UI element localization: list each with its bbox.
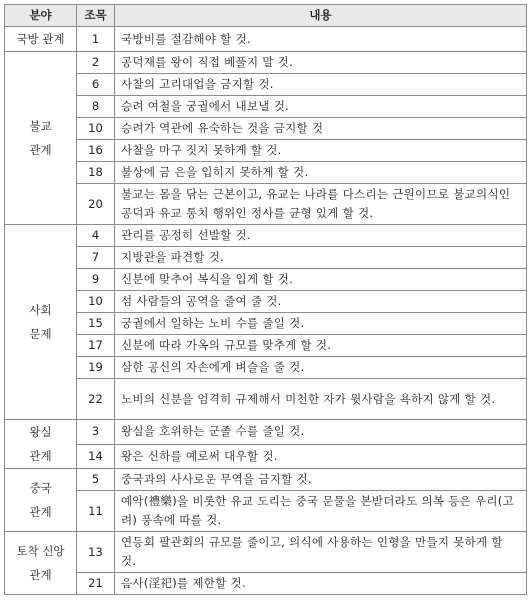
table-row [5, 469, 527, 491]
article-content: 승려가 역관에 유숙하는 것을 금지할 것 [115, 118, 527, 140]
header-content: 내용 [115, 5, 527, 27]
category-label: 토착 신앙 [16, 544, 65, 558]
article-number: 9 [77, 269, 115, 291]
article-content: 국방비를 절감해야 할 것. [115, 27, 527, 52]
table-row [5, 52, 527, 74]
article-content: 관리를 공정히 선발할 것. [115, 225, 527, 247]
table-row [5, 118, 527, 140]
article-content: 왕은 신하를 예로써 대우할 것. [115, 444, 527, 469]
table-row [5, 420, 527, 445]
article-content: 연등회 팔관회의 규모를 줄이고, 의식에 사용하는 인형을 만들지 못하게 할 것. [115, 532, 527, 573]
category-cell [5, 27, 77, 52]
article-number: 17 [77, 335, 115, 357]
article-number: 1 [77, 27, 115, 52]
article-content: 공덕재를 왕이 직접 베풀지 말 것. [115, 52, 527, 74]
table-row [5, 313, 527, 335]
article-number: 3 [77, 420, 115, 445]
table-row [5, 357, 527, 379]
table-row [5, 184, 527, 225]
category-cell [5, 225, 77, 420]
article-number: 19 [77, 357, 115, 379]
table-row [5, 247, 527, 269]
policy-table-container [4, 4, 526, 595]
category-label: 관계 [29, 568, 52, 582]
policy-table [4, 4, 527, 595]
category-label: 국방 관계 [16, 32, 65, 46]
article-number: 7 [77, 247, 115, 269]
table-row [5, 225, 527, 247]
article-content: 삼한 공신의 자손에게 벼슬을 줄 것. [115, 357, 527, 379]
table-row [5, 491, 527, 532]
table-row [5, 140, 527, 162]
table-row [5, 335, 527, 357]
article-number: 21 [77, 573, 115, 595]
article-number: 14 [77, 444, 115, 469]
header-row [5, 5, 527, 27]
category-label: 관계 [29, 449, 52, 463]
article-content: 음사(淫祀)를 제한할 것. [115, 573, 527, 595]
article-content: 왕실을 호위하는 군졸 수를 줄일 것. [115, 420, 527, 445]
article-number: 15 [77, 313, 115, 335]
article-content: 승려 여철을 궁궐에서 내보낼 것. [115, 96, 527, 118]
article-content: 노비의 신분을 엄격히 규제해서 미천한 자가 윗사람을 욕하지 않게 할 것. [115, 379, 527, 420]
table-row [5, 74, 527, 96]
table-row [5, 269, 527, 291]
category-label: 문제 [29, 327, 52, 341]
table-row [5, 27, 527, 52]
category-label: 중국 [29, 481, 52, 495]
table-row [5, 96, 527, 118]
header-article: 조목 [77, 5, 115, 27]
article-number: 13 [77, 532, 115, 573]
article-number: 20 [77, 184, 115, 225]
category-cell [5, 52, 77, 225]
table-row [5, 291, 527, 313]
article-content: 불상에 금 은을 입히지 못하게 할 것. [115, 162, 527, 184]
category-cell [5, 420, 77, 469]
article-number: 4 [77, 225, 115, 247]
category-label: 사회 [29, 303, 52, 317]
category-cell [5, 469, 77, 532]
article-content: 섬 사람들의 공역을 줄여 줄 것. [115, 291, 527, 313]
article-content: 예악(禮樂)을 비롯한 유교 도리는 중국 문물을 본받더라도 의복 등은 우리(고려) 풍속에 따를 것. [115, 491, 527, 532]
table-body [5, 27, 527, 595]
article-content: 사찰의 고리대업을 금지할 것. [115, 74, 527, 96]
article-number: 2 [77, 52, 115, 74]
article-content: 신분에 맞추어 복식을 입게 할 것. [115, 269, 527, 291]
article-number: 16 [77, 140, 115, 162]
article-number: 10 [77, 291, 115, 313]
article-number: 8 [77, 96, 115, 118]
category-label: 관계 [29, 505, 52, 519]
article-number: 22 [77, 379, 115, 420]
article-number: 18 [77, 162, 115, 184]
table-row [5, 379, 527, 420]
category-cell [5, 532, 77, 595]
article-content: 신분에 따라 가옥의 규모를 맞추게 할 것. [115, 335, 527, 357]
article-content: 중국과의 사사로운 무역을 금지할 것. [115, 469, 527, 491]
category-label: 불교 [29, 119, 52, 133]
header-category: 분야 [5, 5, 77, 27]
table-row [5, 532, 527, 573]
table-row [5, 162, 527, 184]
article-number: 11 [77, 491, 115, 532]
article-content: 불교는 몸을 닦는 근본이고, 유교는 나라를 다스리는 근원이므로 불교의식인 공덕과 유교 통치 행위인 정사를 균형 있게 할 것. [115, 184, 527, 225]
article-content: 사찰을 마구 짓지 못하게 할 것. [115, 140, 527, 162]
article-number: 5 [77, 469, 115, 491]
article-number: 6 [77, 74, 115, 96]
category-label: 관계 [29, 143, 52, 157]
category-label: 왕실 [29, 425, 52, 439]
article-content: 지방관을 파견할 것. [115, 247, 527, 269]
article-content: 궁궐에서 일하는 노비 수를 줄일 것. [115, 313, 527, 335]
article-number: 10 [77, 118, 115, 140]
table-row [5, 573, 527, 595]
table-row [5, 444, 527, 469]
